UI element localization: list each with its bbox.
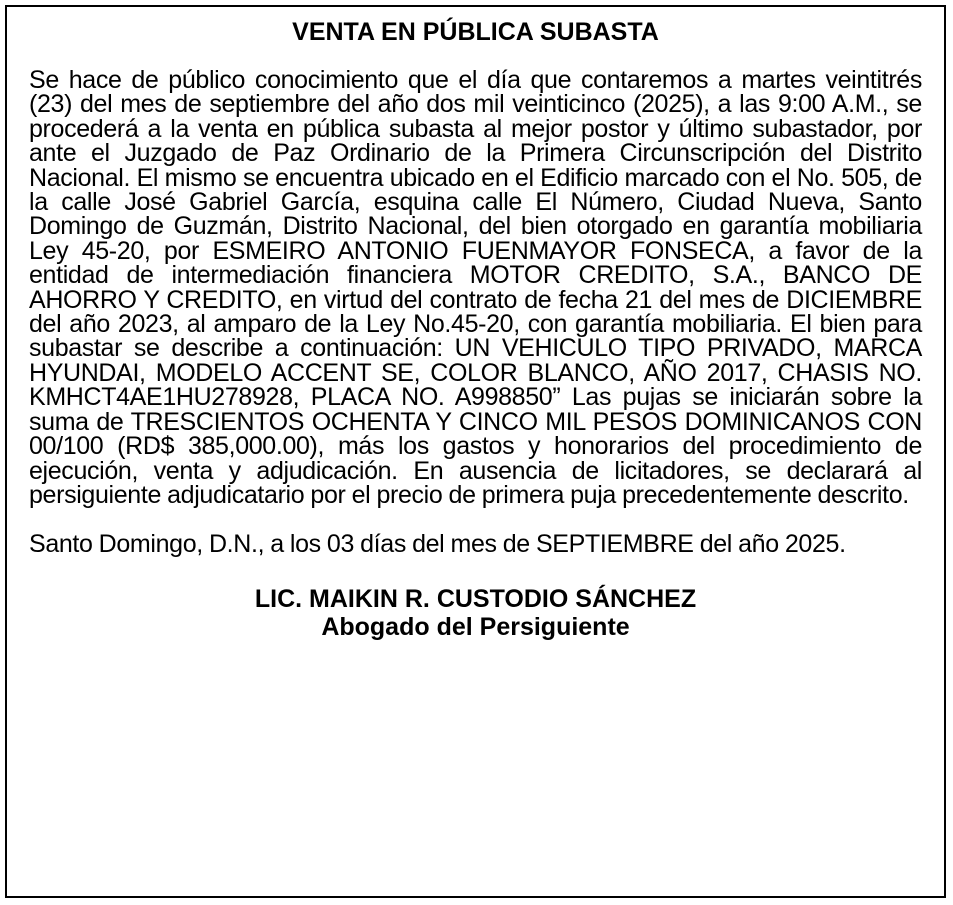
signature-name: LIC. MAIKIN R. CUSTODIO SÁNCHEZ bbox=[254, 584, 697, 613]
signature-role: Abogado del Persiguiente bbox=[321, 612, 630, 641]
notice-title: VENTA EN PÚBLICA SUBASTA bbox=[292, 18, 659, 46]
legal-notice bbox=[5, 5, 946, 898]
notice-body: Se hace de público conocimiento que el día que contaremos a martes veintitrés (23) del mes de septiembre del año dos mil veinticinco (2025), a las 9:00 A.M., se procederá a la venta en pública subasta al mejor postor y último subastador, por ante el Juzgado de Paz Ordinario de la Primera Circunscripción del Distrito Nacional. El mismo se encuentra ubicado en el Edificio marcado con el No. 505, de la calle José Gabriel García, esquina calle El Número, Ciudad Nueva, Santo Domingo de Guzmán, Distrito Nacional, del bien otorgado en garantía mobiliaria Ley 45-20, por ESMEIRO ANTONIO FUENMAYOR FONSECA, a favor de la entidad de intermediación financiera MOTOR CREDITO, S.A., BANCO DE AHORRO Y CREDITO, en virtud del contrato de fecha 21 del mes de DICIEMBRE del año 2023, al amparo de la Ley No.45-20, con garantía mobiliaria. El bien para subastar se describe a continuación: UN VEHICULO TIPO PRIVADO, MARCA HYUNDAI, MODELO ACCENT SE, COLOR BLANCO, AÑO 2017, CHASIS NO. KMHCT4AE1HU278928, PLACA NO. A998850” Las pujas se iniciarán sobre la suma de TRESCIENTOS OCHENTA Y CINCO MIL PESOS DOMINICANOS CON 00/100 (RD$ 385,000.00), más los gastos y honorarios del procedimiento de ejecución, venta y adjudicación. En ausencia de licitadores, se declarará al persiguiente adjudicatario por el precio de primera puja precedentemente descrito. bbox=[29, 66, 922, 509]
signature-block bbox=[7, 585, 944, 641]
notice-closing: Santo Domingo, D.N., a los 03 días del mes de SEPTIEMBRE del año 2025. bbox=[29, 530, 846, 559]
